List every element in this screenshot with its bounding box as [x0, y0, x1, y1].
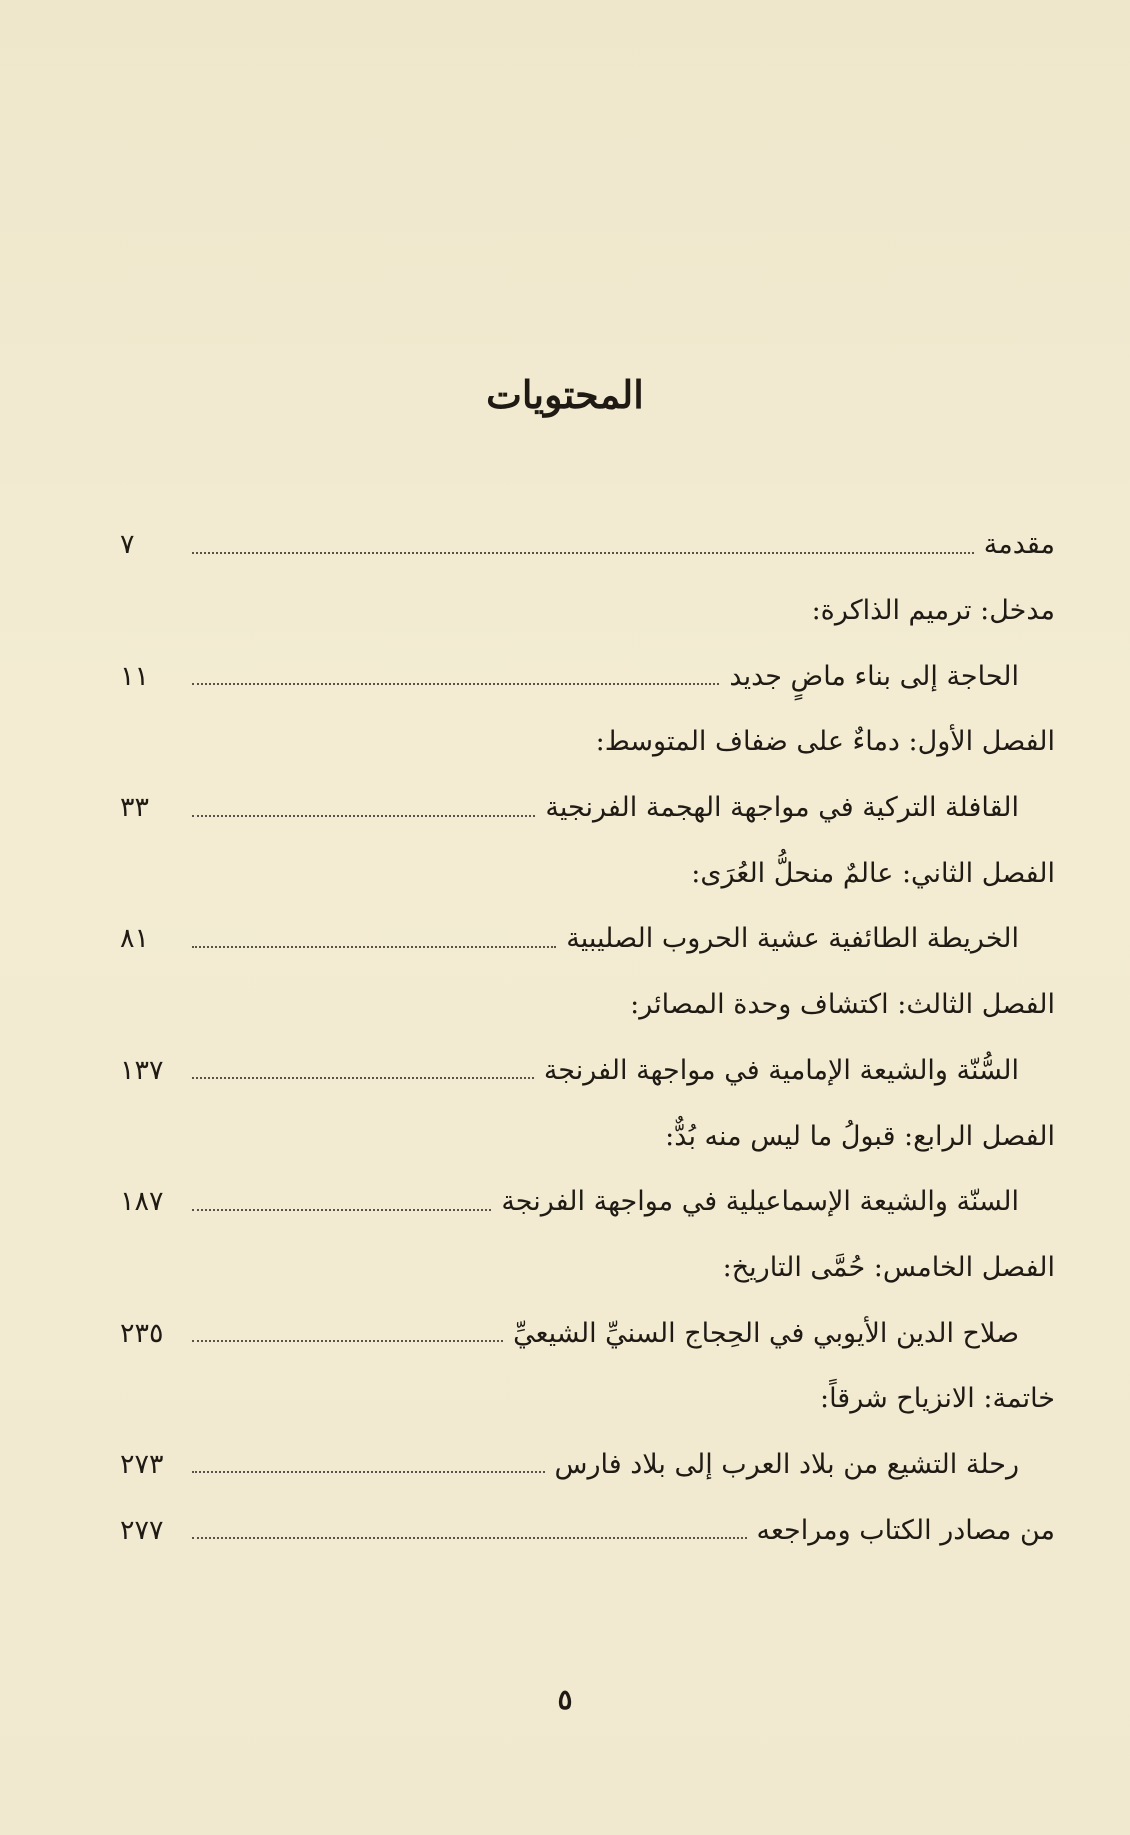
- toc-entry-page: ١١: [120, 660, 150, 692]
- toc-entry: [120, 1169, 1055, 1235]
- toc-section-heading: [120, 1366, 1055, 1432]
- toc-entry-page: ١٨٧: [120, 1186, 164, 1218]
- toc-entry: [120, 1432, 1055, 1498]
- toc-section-label: الفصل الرابع: قبولُ ما ليس منه بُدٌّ:: [665, 1120, 1055, 1152]
- dot-leader: [192, 1471, 545, 1473]
- toc-entry-label: القافلة التركية في مواجهة الهجمة الفرنجية: [545, 792, 1019, 824]
- dot-leader: [192, 1340, 503, 1342]
- toc-entry-page: ٣٣: [120, 792, 150, 824]
- toc-entry-introduction: [120, 512, 1055, 578]
- toc-entry-page: ٧: [120, 529, 135, 561]
- toc-entry-page: ٢٧٣: [120, 1448, 164, 1480]
- toc-section-label: خاتمة: الانزياح شرقاً:: [819, 1383, 1055, 1415]
- toc-section-heading: [120, 1235, 1055, 1301]
- dot-leader: [192, 1209, 491, 1211]
- toc-section-label: الفصل الثاني: عالمٌ منحلُّ العُرَى:: [691, 857, 1055, 889]
- toc-section-label: مدخل: ترميم الذاكرة:: [811, 595, 1055, 627]
- toc-section-heading: [120, 840, 1055, 906]
- toc-entry-page: ٢٣٥: [120, 1317, 164, 1349]
- toc-entry-page: ١٣٧: [120, 1054, 164, 1086]
- toc-entry: [120, 643, 1055, 709]
- toc-entry-label: السنّة والشيعة الإسماعيلية في مواجهة الفرنجة: [501, 1186, 1019, 1218]
- toc-entry: [120, 906, 1055, 972]
- toc-entry-label: السُّنّة والشيعة الإمامية في مواجهة الفرنجة: [543, 1054, 1019, 1086]
- toc-entry-label: الخريطة الطائفية عشية الحروب الصليبية: [566, 923, 1019, 955]
- toc-entry-page: ٨١: [120, 923, 150, 955]
- toc-section-heading: [120, 709, 1055, 775]
- toc-entry-label: صلاح الدين الأيوبي في الحِجاج السنيِّ الشيعيِّ: [513, 1317, 1019, 1349]
- dot-leader: [192, 1537, 747, 1539]
- toc-entry: [120, 775, 1055, 841]
- toc-section-label: الفصل الأول: دماءٌ على ضفاف المتوسط:: [595, 726, 1055, 758]
- dot-leader: [192, 683, 719, 685]
- toc-entry: [120, 1300, 1055, 1366]
- toc-section-heading: [120, 1103, 1055, 1169]
- toc-entry-label: رحلة التشيع من بلاد العرب إلى بلاد فارس: [554, 1448, 1019, 1480]
- toc-section-heading: [120, 972, 1055, 1038]
- toc-entry: [120, 1038, 1055, 1104]
- toc-entry-label: من مصادر الكتاب ومراجعه: [756, 1514, 1055, 1546]
- page-title: المحتويات: [486, 372, 644, 417]
- dot-leader: [192, 815, 535, 817]
- toc-section-label: الفصل الثالث: اكتشاف وحدة المصائر:: [630, 989, 1055, 1021]
- dot-leader: [192, 1077, 534, 1079]
- toc-entry-page: ٢٧٧: [120, 1514, 164, 1546]
- table-of-contents: [120, 512, 1055, 1563]
- dot-leader: [192, 946, 556, 948]
- toc-entry-label: الحاجة إلى بناء ماضٍ جديد: [729, 660, 1019, 692]
- toc-section-label: الفصل الخامس: حُمَّى التاريخ:: [722, 1251, 1055, 1283]
- toc-entry-label: مقدمة: [983, 529, 1055, 561]
- page-number: ٥: [557, 1683, 573, 1716]
- dot-leader: [192, 552, 974, 554]
- toc-section-heading: [120, 578, 1055, 644]
- toc-entry-sources: [120, 1497, 1055, 1563]
